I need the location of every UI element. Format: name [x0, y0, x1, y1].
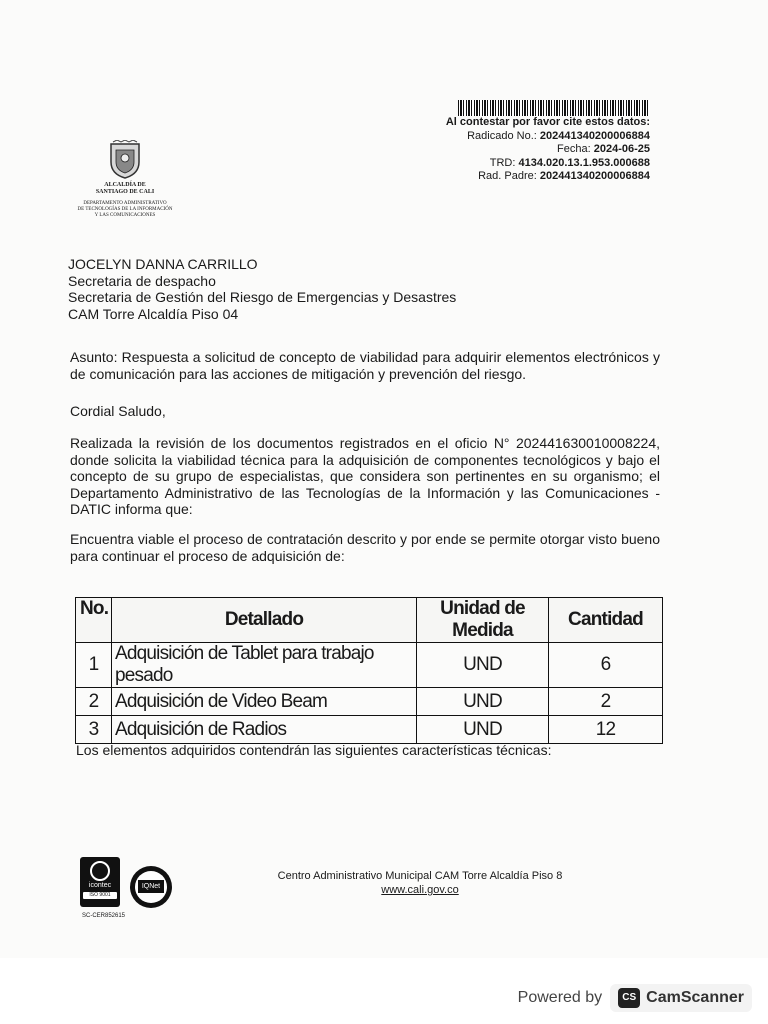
cell-detallado: Adquisición de Radios [112, 716, 417, 744]
table-row [76, 643, 663, 688]
table-header-row [76, 598, 663, 643]
table-row [76, 688, 663, 716]
iqnet-certification-badge: IQNet [130, 866, 172, 908]
camscanner-watermark [518, 984, 752, 1012]
cell-no: 3 [76, 716, 112, 744]
radicado-trd: TRD: 4134.020.13.1.953.000688 [489, 156, 650, 169]
body-paragraph-1: Realizada la revisión de los documentos registrados en el oficio N° 202441630010008224, donde solicita la viabilidad técnica para la adquisición de componentes tecnológicos y bajo el concepto de su grupo de especialistas, que considera son pertinentes en su organismo; el Departamento Administrativo de las Tecnologías de la Información y las Comunicaciones - DATIC informa que: [70, 435, 660, 517]
cell-detallado: Adquisición de Tablet para trabajo pesado [112, 643, 417, 688]
cell-unidad: UND [417, 643, 549, 688]
cell-unidad: UND [417, 688, 549, 716]
coat-of-arms-icon [107, 140, 143, 180]
cell-cantidad: 6 [549, 643, 663, 688]
footer-address-block [230, 869, 610, 897]
footer-url-link[interactable]: www.cali.gov.co [381, 884, 459, 896]
radicado-number: Radicado No.: 202441340200006884 [467, 129, 650, 142]
cell-cantidad: 2 [549, 688, 663, 716]
acquisition-table [75, 597, 663, 744]
greeting: Cordial Saludo, [70, 403, 166, 419]
recipient-block [68, 256, 456, 322]
logo-line-5: Y LAS COMUNICACIONES [94, 213, 156, 218]
radicado-block [446, 116, 650, 184]
cell-cantidad: 12 [549, 716, 663, 744]
logo-line-3: DEPARTAMENTO ADMINISTRATIVO [83, 201, 167, 206]
radicado-date: Fecha: 2024-06-25 [557, 143, 650, 155]
powered-by-label: Powered by [517, 989, 603, 1006]
radicado-parent: Rad. Padre: 202441340200006884 [478, 170, 650, 182]
recipient-name: JOCELYN DANNA CARRILLO [68, 256, 258, 272]
alcaldia-logo [60, 140, 190, 219]
icontec-icon [90, 861, 110, 881]
logo-line-2: SANTIAGO DE CALI [95, 189, 155, 195]
certification-code: SC-CER852615 [82, 913, 126, 919]
icontec-certification-badge: icontec ISO 9001 [80, 857, 120, 907]
header-detallado: Detallado [112, 598, 417, 643]
body-paragraph-2: Encuentra viable el proceso de contratación descrito y por ende se permite otorgar visto bueno para continuar el proceso de adquisición de: [70, 531, 660, 564]
recipient-office: Secretaria de Gestión del Riesgo de Emergencias y Desastres [68, 289, 457, 305]
header-unidad: Unidad de Medida [417, 598, 549, 643]
table-row [76, 716, 663, 744]
barcode [458, 100, 650, 116]
logo-line-1: ALCALDÍA DE [104, 182, 146, 188]
camscanner-brand [610, 984, 752, 1012]
cell-detallado: Adquisición de Video Beam [112, 688, 417, 716]
footer-address: Centro Administrativo Municipal CAM Torre Alcaldía Piso 8 [277, 870, 563, 882]
cell-no: 2 [76, 688, 112, 716]
characteristics-intro: Los elementos adquiridos contendrán las siguientes características técnicas: [76, 742, 552, 758]
logo-line-4: DE TECNOLOGÍAS DE LA INFORMACIÓN [77, 207, 173, 212]
cell-no: 1 [76, 643, 112, 688]
header-no: No. [76, 598, 112, 643]
camscanner-name: CamScanner [646, 989, 744, 1006]
camscanner-icon: CS [618, 988, 640, 1008]
asunto-paragraph: Asunto: Respuesta a solicitud de concepto de viabilidad para adquirir elementos electrónicos y de comunicación para las acciones de mitigación y prevención del riesgo. [70, 349, 660, 382]
radicado-header: Al contestar por favor cite estos datos: [445, 116, 650, 128]
recipient-role: Secretaria de despacho [68, 272, 216, 289]
cell-unidad: UND [417, 716, 549, 744]
recipient-location: CAM Torre Alcaldía Piso 04 [68, 305, 239, 322]
header-cantidad: Cantidad [549, 598, 663, 643]
